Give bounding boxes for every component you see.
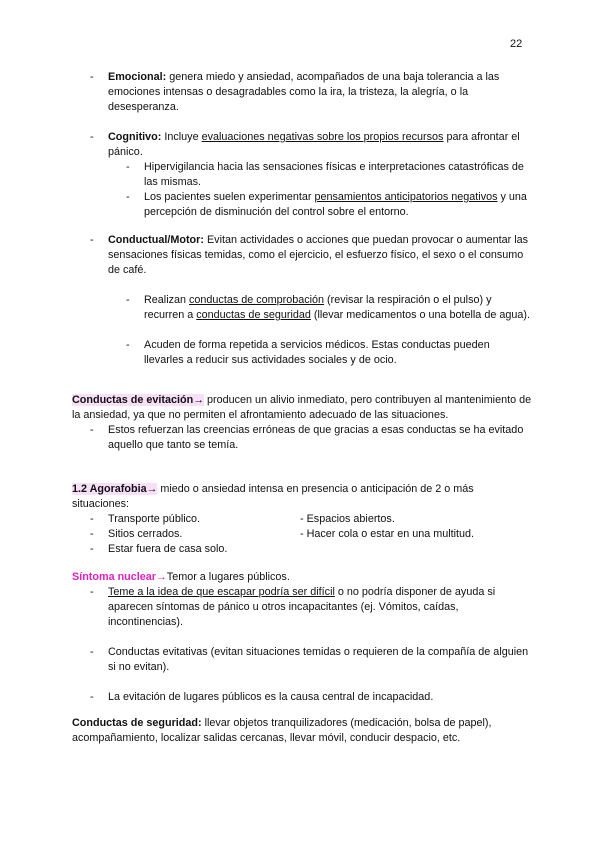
text-run: Evitan actividades o acciones que puedan provocar o aumentar las sensaciones físicas temidas, como el ejercicio, el esfuerzo físico, el sexo o el consumo de café.	[108, 234, 529, 276]
page-number: 22	[510, 38, 523, 50]
text-run: Los pacientes suelen experimentar	[144, 191, 315, 203]
bullet-dash: -	[90, 513, 94, 525]
text-run: Conductas evitativas (evitan situaciones temidas o requieren de la compañía de alguien si no evitan).	[108, 646, 529, 673]
text-run: producen un alivio inmediato, pero contribuyen al mantenimiento de la ansiedad, ya que no permiten el afrontamiento adecuado de las situaciones.	[72, 394, 532, 421]
list-subitem	[72, 190, 532, 220]
arrow-icon: →	[193, 394, 204, 406]
paragraph	[72, 716, 532, 746]
text-run: y una percepción de disminución del control sobre el entorno.	[144, 191, 527, 218]
conductual-section	[72, 233, 532, 368]
arrow-icon: →	[146, 483, 158, 495]
bullet-dash: -	[90, 646, 94, 658]
paragraph	[72, 482, 532, 512]
evitacion-section	[72, 393, 532, 453]
underlined-text: conductas de seguridad	[196, 309, 311, 321]
underlined-text: Teme a la idea de que escapar podría ser difícil	[108, 586, 335, 598]
text-run: miedo o ansiedad intensa en presencia o anticipación de 2 o más situaciones:	[72, 483, 474, 510]
bullet-dash: -	[126, 161, 130, 173]
text-run: Incluye	[161, 131, 202, 143]
two-column-row	[72, 527, 532, 542]
text-run: Realizan	[144, 294, 190, 306]
text-run: Temor a lugares públicos.	[166, 571, 290, 583]
evitacion-title: Conductas de evitación	[72, 394, 194, 406]
paragraph	[72, 570, 532, 585]
bullet-dash: -	[126, 191, 130, 203]
two-column-row	[72, 512, 532, 527]
list-item	[72, 542, 532, 557]
text-run: Transporte público.	[108, 513, 201, 525]
text-run: Estos refuerzan las creencias erróneas de que gracias a esas conductas se ha evitado aquello que tanto se temía.	[108, 424, 524, 451]
emocional-text: genera miedo y ansiedad, acompañados de una baja tolerancia a las emociones intensas o desagradables como la ira, la tristeza, la alegría, o la desesperanza.	[108, 71, 500, 113]
list-item	[72, 512, 200, 527]
list-item	[72, 585, 532, 630]
agorafobia-title: 1.2 Agorafobia	[72, 483, 147, 495]
text-run: Estar fuera de casa solo.	[108, 543, 228, 555]
text-run: Acuden de forma repetida a servicios médicos. Estas conductas pueden llevarles a reducir sus actividades sociales y de ocio.	[144, 339, 490, 366]
bullet-dash: -	[90, 528, 94, 540]
conductual-title: Conductual/Motor:	[108, 234, 204, 246]
list-subitem	[72, 160, 532, 190]
bullet-dash: -	[90, 234, 94, 246]
text-run: Hipervigilancia hacia las sensaciones físicas e interpretaciones catastróficas de las mismas.	[144, 161, 524, 188]
list-subitem	[72, 338, 532, 368]
list-item	[72, 233, 532, 278]
seguridad-section	[72, 716, 532, 746]
bullet-dash: -	[126, 294, 130, 306]
bullet-dash: -	[90, 586, 94, 598]
list-item	[72, 70, 532, 115]
underlined-text: conductas de comprobación	[189, 294, 325, 306]
cognitivo-section	[72, 130, 532, 220]
sintoma-title: Síntoma nuclear	[72, 571, 156, 583]
agorafobia-section	[72, 482, 532, 557]
text-run: (revisar la respiración o el pulso) y recurren a	[144, 294, 492, 321]
list-item	[72, 527, 182, 542]
bullet-dash: -	[90, 691, 94, 703]
list-item	[72, 645, 532, 675]
seguridad-title: Conductas de seguridad:	[72, 717, 202, 729]
emocional-title: Emocional:	[108, 71, 167, 83]
bullet-dash: -	[90, 71, 94, 83]
text-run: La evitación de lugares públicos es la causa central de incapacidad.	[108, 691, 434, 703]
text-run: (llevar medicamentos o una botella de agua).	[310, 309, 530, 321]
list-item	[72, 690, 532, 705]
bullet-dash: -	[90, 543, 94, 555]
emocional-section	[72, 70, 532, 115]
bullet-dash: -	[90, 424, 94, 436]
text-run: o no podría disponer de ayuda si aparecen síntomas de pánico u otros incapacitantes (ej. Vómitos, caídas, incontinencias).	[108, 586, 496, 628]
list-item: - Hacer cola o estar en una multitud.	[300, 528, 475, 540]
underlined-text: pensamientos anticipatorios negativos	[314, 191, 498, 203]
underlined-text: evaluaciones negativas sobre los propios recursos	[201, 131, 444, 143]
text-run: llevar objetos tranquilizadores (medicación, bolsa de papel), acompañamiento, localizar salidas cercanas, llevar móvil, conducir despacio, etc.	[72, 717, 492, 744]
list-item	[72, 423, 532, 453]
bullet-dash: -	[90, 131, 94, 143]
list-item	[72, 130, 532, 160]
cognitivo-title: Cognitivo:	[108, 131, 162, 143]
text-run: para afrontar el pánico.	[108, 131, 520, 158]
bullet-dash: -	[126, 339, 130, 351]
paragraph	[72, 393, 532, 423]
list-item: - Espacios abiertos.	[300, 513, 395, 525]
list-subitem	[72, 293, 532, 323]
text-run: Sitios cerrados.	[108, 528, 183, 540]
sintoma-section	[72, 570, 532, 705]
arrow-icon: →	[156, 571, 167, 583]
